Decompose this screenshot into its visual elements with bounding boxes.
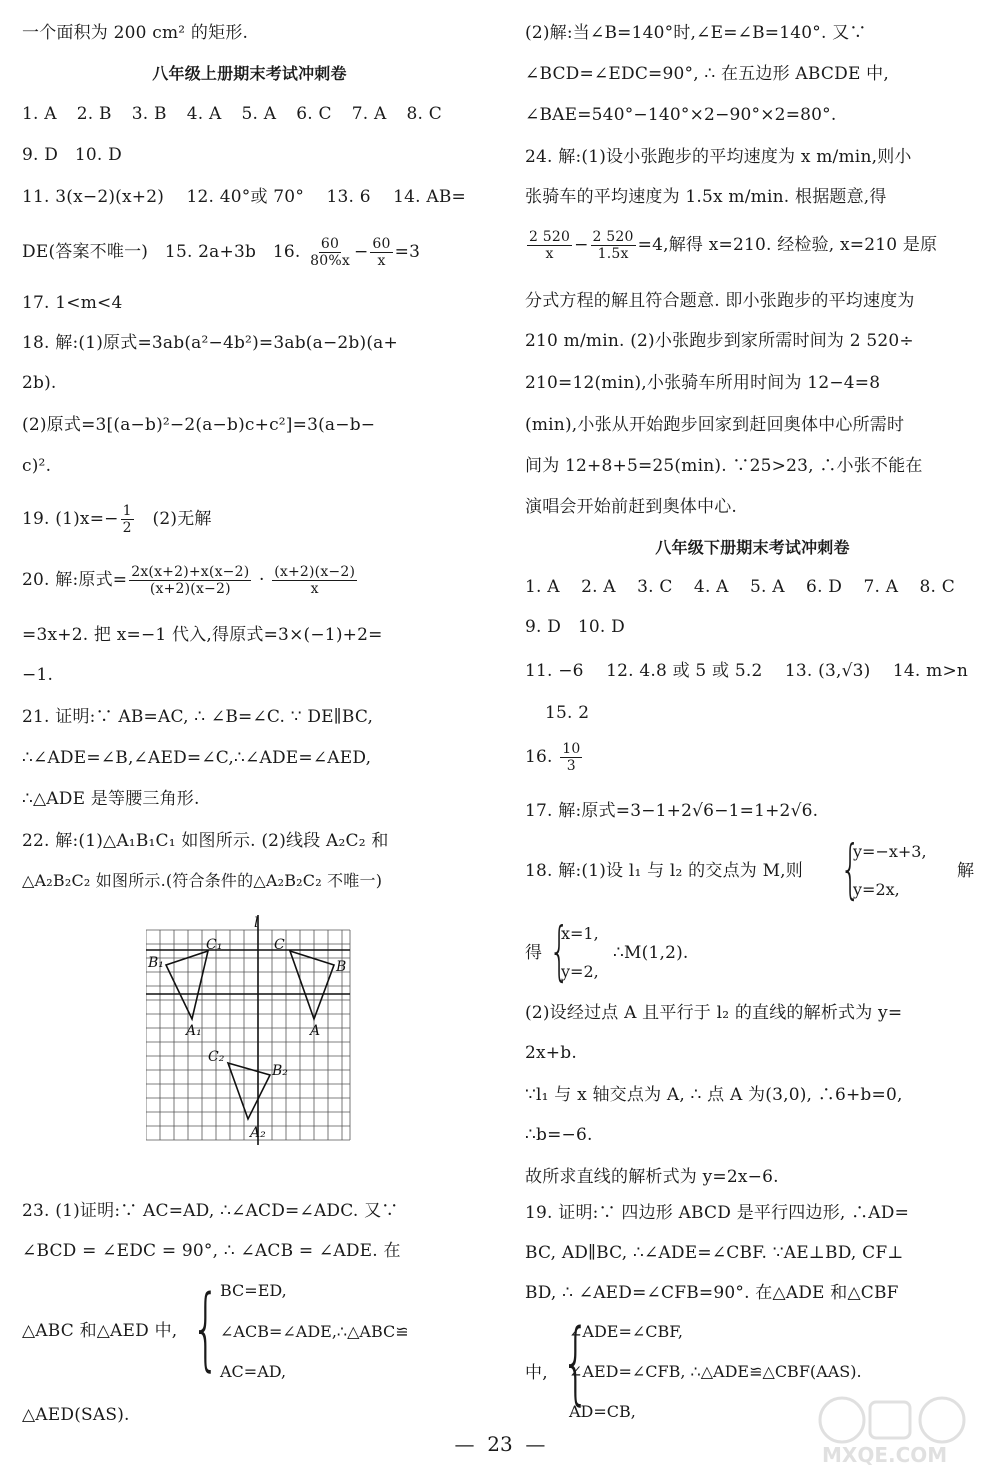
answer-item: 2. B: [76, 104, 112, 124]
answer-18-line: c)².: [22, 456, 52, 476]
system-brace: {: [561, 1310, 590, 1415]
answer-19-line: BD, ∴ ∠AED=∠CFB=90°. 在△ADE 和△CBF: [525, 1283, 899, 1303]
answer-20-line: −1.: [22, 665, 54, 685]
answer-item: 3. B: [131, 104, 167, 124]
answer-21-line: ∴∠ADE=∠B,∠AED=∠C,∴∠ADE=∠AED,: [22, 748, 372, 768]
text-line: 张骑车的平均速度为 1.5x m/min. 根据题意,得: [525, 187, 887, 207]
answer-19-prefix: 中,: [525, 1363, 548, 1383]
fraction: $\frac{2 520}{1.5x}$: [592, 229, 634, 262]
watermark-circle: [820, 1398, 864, 1442]
text-line: ∠BCD=∠EDC=90°, ∴ 在五边形 ABCDE 中,: [525, 64, 889, 84]
equation-line: $\frac{2 520}{x}$ − $\frac{2 520}{1.5x}$ =4,解得 x=210. 经检验, x=210 是原: [529, 229, 938, 262]
grid-figure: [146, 915, 356, 1145]
fill-answers-row: DE(答案不唯一) 15. 2a+3b 16. $\frac{60}{80\%x}$ − $\frac{60}{x}$ =3: [22, 236, 421, 269]
watermark-box: [870, 1402, 910, 1438]
answer-21-line: 21. 证明:∵ AB=AC, ∴ ∠B=∠C. ∵ DE∥BC,: [22, 707, 374, 727]
answer-18-line: ∴b=−6.: [525, 1125, 593, 1145]
text-fragment: 解: [957, 861, 975, 881]
label-a: A: [310, 1023, 321, 1039]
answer-item: 6. C: [296, 104, 332, 124]
text-line: 210 m/min. (2)小张跑步到家所需时间为 2 520÷: [525, 331, 914, 351]
answer-16-line: 16. $\frac{10}{3}$: [525, 741, 581, 774]
label-a1: A₁: [186, 1023, 202, 1039]
answer-18-line: 故所求直线的解析式为 y=2x−6.: [525, 1167, 779, 1187]
label-b: B: [336, 959, 347, 975]
answer-item: 5. A: [241, 104, 277, 124]
answer-item: 5. A: [749, 577, 785, 597]
answer-item: 8. C: [919, 577, 955, 597]
label-c: C: [274, 937, 285, 953]
label-a2: A₂: [250, 1125, 266, 1141]
answer-item: 7. A: [863, 577, 899, 597]
system-row: ∠ACB=∠ADE,∴△ABC≌: [220, 1322, 409, 1341]
mc-answers-row: [525, 576, 955, 598]
answer-18-line: (2)设经过点 A 且平行于 l₂ 的直线的解析式为 y=: [525, 1003, 903, 1023]
answer-13: 13. 6: [326, 187, 371, 207]
watermark-logo: [812, 1390, 982, 1470]
text-line: (2)解:当∠B=140°时,∠E=∠B=140°. 又∵: [525, 23, 867, 43]
text-line: 一个面积为 200 cm² 的矩形.: [22, 23, 249, 43]
answer-19-line: BC, AD∥BC, ∴∠ADE=∠CBF. ∵AE⊥BD, CF⊥: [525, 1243, 904, 1263]
answer-18-line: (2)原式=3[(a−b)²−2(a−b)c+c²]=3(a−b−: [22, 415, 376, 435]
answer-item: 1. A: [22, 104, 57, 124]
system-row: y=2,: [561, 962, 599, 981]
text-fragment: ∴M(1,2).: [613, 943, 689, 963]
answer-item: 4. A: [693, 577, 729, 597]
text-line: 210=12(min),小张骑车所用时间为 12−4=8: [525, 373, 881, 393]
answer-item: 1. A: [525, 577, 560, 597]
mc-answers-row: [22, 144, 477, 166]
answer-20-line: =3x+2. 把 x=−1 代入,得原式=3×(−1)+2=: [22, 625, 383, 645]
answer-23-line: 23. (1)证明:∵ AC=AD, ∴∠ACD=∠ADC. 又∵: [22, 1201, 399, 1221]
section-title: 八年级上册期末考试冲刺卷: [152, 64, 347, 83]
answer-18-line: 2b).: [22, 373, 57, 393]
fraction: $\frac{2 520}{x}$: [529, 229, 571, 262]
answer-item: 10. D: [74, 145, 122, 165]
system-brace: {: [840, 833, 861, 907]
answer-12: 12. 40°或 70°: [186, 187, 305, 207]
answer-12: 12. 4.8 或 5 或 5.2: [606, 661, 763, 681]
answer-18-line: ∵l₁ 与 x 轴交点为 A, ∴ 点 A 为(3,0), ∴6+b=0,: [525, 1085, 903, 1105]
watermark-text: MXQE.COM: [822, 1443, 948, 1467]
answer-13: 13. (3,√3): [784, 661, 871, 681]
system-row: AD=CB,: [569, 1402, 636, 1421]
fraction: $\frac{1}{2}$: [122, 503, 132, 536]
answer-item: 6. D: [806, 577, 843, 597]
answer-22-line: 22. 解:(1)△A₁B₁C₁ 如图所示. (2)线段 A₂C₂ 和: [22, 831, 389, 851]
answer-17: 17. 1<m<4: [22, 293, 123, 313]
triangle-abc: [290, 951, 334, 1019]
answer-item: 4. A: [186, 104, 222, 124]
system-brace: {: [191, 1276, 220, 1381]
text-line: 24. 解:(1)设小张跑步的平均速度为 x m/min,则小: [525, 147, 912, 167]
fraction: $\frac{2x(x+2)+x(x-2)}{(x+2)(x-2)}$: [131, 564, 250, 597]
section-title: 八年级下册期末考试冲刺卷: [655, 538, 850, 557]
answer-item: 3. C: [637, 577, 673, 597]
answer-18-line: 2x+b.: [525, 1043, 577, 1063]
fraction: $\frac{(x+2)(x-2)}{x}$: [274, 564, 356, 597]
system-row: AC=AD,: [220, 1362, 287, 1381]
answer-21-line: ∴△ADE 是等腰三角形.: [22, 789, 200, 809]
answer-15: 15. 2a+3b: [164, 242, 257, 262]
text-line: 演唱会开始前赶到奥体中心.: [525, 497, 738, 517]
answer-item: 8. C: [406, 104, 442, 124]
answer-23-line: ∠BCD = ∠EDC = 90°, ∴ ∠ACB = ∠ADE. 在: [22, 1241, 401, 1261]
system-row: y=2x,: [853, 880, 900, 899]
system-row: ∠AED=∠CFB, ∴△ADE≌△CBF(AAS).: [569, 1362, 862, 1381]
answer-11: 11. −6: [525, 661, 584, 681]
fraction: $\frac{10}{3}$: [562, 741, 581, 774]
label-c1: C₁: [206, 937, 223, 953]
answer-14: 14. m>n: [892, 661, 969, 681]
fill-answers-row: [525, 660, 980, 682]
answer-17: 17. 解:原式=3−1+2√6−1=1+2√6.: [525, 801, 819, 821]
answer-item: 9. D: [525, 617, 562, 637]
answer-19-line: 19. 证明:∵ 四边形 ABCD 是平行四边形, ∴AD=: [525, 1203, 910, 1223]
text-line: ∠BAE=540°−140°×2−90°×2=80°.: [525, 105, 837, 125]
answer-23-prefix: △ABC 和△AED 中,: [22, 1321, 178, 1341]
system-row: y=−x+3,: [853, 842, 927, 861]
answer-15: 15. 2: [545, 703, 590, 723]
answer-18-line: 18. 解:(1)原式=3ab(a²−4b²)=3ab(a−2b)(a+: [22, 333, 398, 353]
mc-answers-row: [525, 616, 980, 638]
answer-20-line: 20. 解:原式= $\frac{2x(x+2)+x(x-2)}{(x+2)(x-2)}$ · $\frac{(x+2)(x-2)}{x}$: [22, 564, 356, 597]
text-fragment: 得: [525, 943, 543, 963]
answer-18-prefix: 18. 解:(1)设 l₁ 与 l₂ 的交点为 M,则: [525, 861, 803, 881]
mc-answers-row: [22, 103, 442, 125]
fraction: $\frac{60}{x}$: [372, 236, 391, 269]
triangle-a2b2c2: [228, 1063, 270, 1119]
label-l: l: [254, 915, 259, 931]
text-line: (min),小张从开始跑步回家到赶回奥体中心所需时: [525, 415, 905, 435]
label-c2: C₂: [208, 1049, 225, 1065]
system-row: BC=ED,: [220, 1281, 287, 1300]
label-b2: B₂: [272, 1063, 288, 1079]
system-row: x=1,: [561, 924, 599, 943]
fill-answers-row: [22, 186, 477, 208]
answer-item: 2. A: [581, 577, 616, 597]
answer-11: 11. 3(x−2)(x+2): [22, 187, 165, 207]
answer-23-line: △AED(SAS).: [22, 1405, 130, 1425]
text-line: 间为 12+8+5=25(min). ∵25>23, ∴小张不能在: [525, 456, 923, 476]
answer-14: 14. AB=: [393, 187, 466, 207]
fraction: $\frac{60}{80\%x}$: [310, 236, 350, 269]
watermark-circle: [920, 1398, 964, 1442]
page-number: — 23 —: [454, 1432, 546, 1456]
answer-16-label: 16.: [272, 242, 301, 262]
answer-14-cont: DE(答案不唯一): [22, 242, 149, 262]
answer-22-line: △A₂B₂C₂ 如图所示.(符合条件的△A₂B₂C₂ 不唯一): [22, 871, 383, 890]
answer-item: 9. D: [22, 145, 59, 165]
label-b1: B₁: [148, 955, 164, 971]
system-brace: {: [549, 915, 570, 989]
answer-item: 10. D: [577, 617, 625, 637]
answer-19-line: 19. (1)x=− $\frac{1}{2}$ (2)无解: [22, 503, 212, 536]
text-line: 分式方程的解且符合题意. 即小张跑步的平均速度为: [525, 291, 915, 311]
answer-item: 7. A: [351, 104, 387, 124]
system-row: ∠ADE=∠CBF,: [569, 1322, 683, 1341]
